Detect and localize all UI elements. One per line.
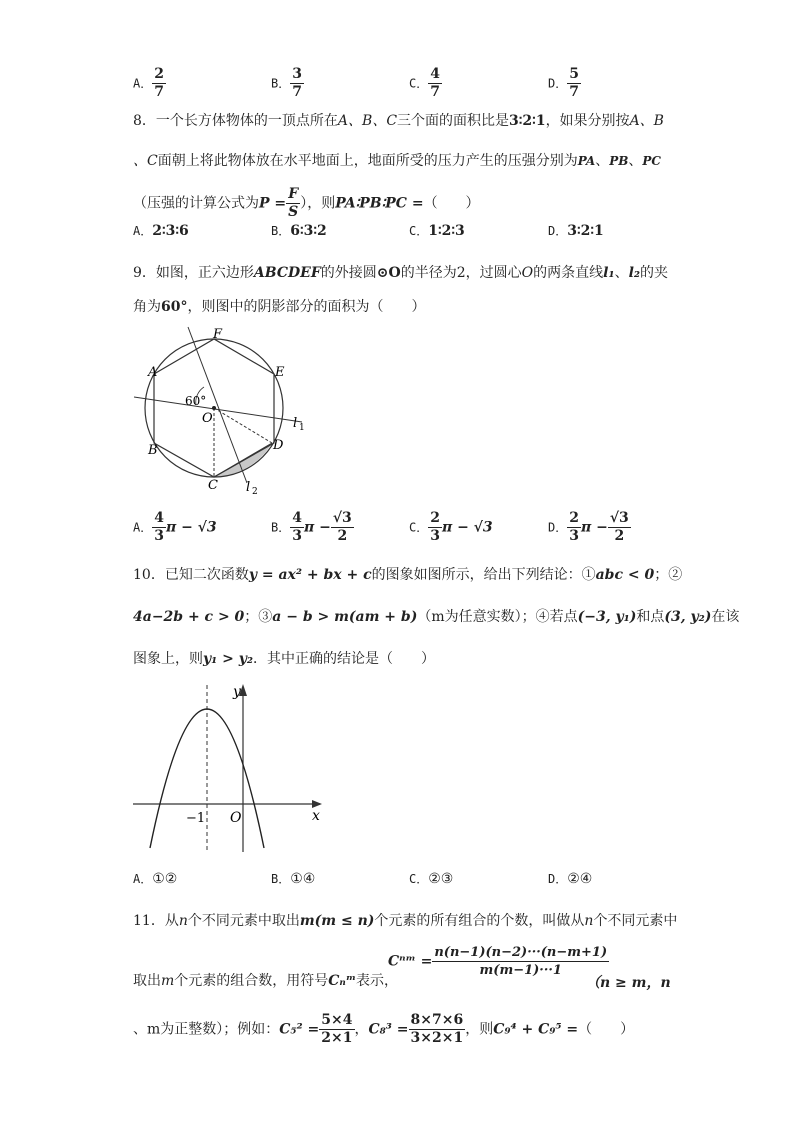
label-b: B — [148, 443, 158, 458]
q7-option-c[interactable] — [409, 66, 442, 101]
q7-option-d[interactable] — [548, 66, 581, 101]
label-o: O — [202, 411, 213, 426]
label-neg1: −1 — [186, 811, 206, 826]
fraction: $\frac{3}{7}$ — [292, 66, 302, 100]
q10-line3: 图象上，则y₁ > y₂．其中正确的结论是（ ） — [133, 651, 436, 667]
label-f: F — [213, 327, 223, 342]
q11-condition: （n ≥ m，n — [586, 975, 671, 991]
hexagon-figure — [130, 325, 305, 500]
label-l2-sub: 2 — [252, 487, 258, 497]
label-y: y — [233, 684, 241, 700]
label-a: A — [148, 365, 158, 380]
parabola-figure — [130, 680, 330, 855]
q11-line3: 、m为正整数）；例如：C₅² = $\frac{5\times 4}{2\times 1}$ ，C₈³ = $\frac{8\times 7\times 6}{3\times 2\times 1}$ ，则C₉⁴ + C₉⁵ =（ ） — [133, 1012, 635, 1046]
option-label: D． — [548, 76, 568, 91]
fraction: $\frac{4}{7}$ — [430, 66, 440, 100]
q9-line1: 9．如图，正六边形ABCDEF的外接圆⊙O的半径为2，过圆心O的两条直线l₁、l₂的夹 — [133, 265, 669, 281]
formula-fraction: $\frac{F}{S}$ — [288, 186, 299, 220]
q9-option-c[interactable]: C． $\frac{2}{3}$ π − √3 — [409, 510, 493, 544]
q8-line2: 、C面朝上将此物体放在水平地面上，地面所受的压力产生的压强分别为PA、PB、PC — [133, 153, 661, 169]
line-l1 — [134, 397, 302, 422]
label-d: D — [273, 438, 284, 453]
label-o: O — [230, 810, 242, 826]
q8-option-c[interactable]: C．1∶2∶3 — [409, 223, 465, 239]
label-c: C — [208, 478, 218, 493]
label-l1: l — [293, 416, 298, 431]
q8-option-d[interactable]: D．3∶2∶1 — [548, 223, 604, 239]
q10-option-c[interactable]: C．②③ — [409, 871, 454, 887]
fraction: $\frac{5}{7}$ — [569, 66, 579, 100]
q8-line3: （压强的计算公式为P = $\frac{F}{S}$ ），则PA∶PB∶PC =（ ） — [133, 186, 480, 220]
q10-option-a[interactable]: A．①② — [133, 871, 178, 887]
q9-line2: 角为60°，则图中的阴影部分的面积为（ ） — [133, 299, 426, 315]
q7-option-b[interactable] — [271, 66, 304, 101]
option-label: A． — [133, 76, 153, 91]
q7-option-a[interactable] — [133, 66, 166, 101]
q9-option-a[interactable]: A． $\frac{4}{3}$ π − √3 — [133, 510, 217, 544]
option-label: B． — [271, 76, 291, 91]
q10-line1: 10．已知二次函数y = ax² + bx + c的图象如图所示，给出下列结论：①abc < 0；② — [133, 567, 683, 583]
q11-formula: Cⁿᵐ = $\frac{n(n-1)(n-2)\cdot\cdot\cdot(n-m+1)}{m(m-1)\cdot\cdot\cdot 1}$ — [388, 945, 608, 978]
q11-line1: 11．从n个不同元素中取出m(m ≤ n)个元素的所有组合的个数，叫做从n个不同元素中 — [133, 913, 678, 929]
label-angle: 60° — [185, 394, 207, 408]
q9-option-d[interactable]: D． $\frac{2}{3}$ π − $\frac{√3}{2}$ — [548, 510, 629, 544]
q10-line2: 4a−2b + c > 0；③a − b > m(am + b)（m为任意实数）；④若点(−3, y₁)和点(3, y₂)在该 — [133, 609, 740, 625]
q10-option-d[interactable]: D．②④ — [548, 871, 593, 887]
label-x: x — [312, 808, 320, 824]
q8-option-a[interactable]: A．2∶3∶6 — [133, 223, 189, 239]
q11-line2: 取出m个元素的组合数，用符号Cₙᵐ表示， — [133, 973, 399, 989]
q9-option-b[interactable]: B． $\frac{4}{3}$ π − $\frac{√3}{2}$ — [271, 510, 352, 544]
label-l2: l — [246, 480, 251, 495]
label-l1-sub: 1 — [299, 423, 305, 433]
option-label: C． — [409, 76, 429, 91]
fraction: $\frac{2}{7}$ — [154, 66, 164, 100]
q10-option-b[interactable]: B．①④ — [271, 871, 316, 887]
q8-option-b[interactable]: B．6∶3∶2 — [271, 223, 327, 239]
q8-line1: 8．一个长方体物体的一顶点所在A、B、C三个面的面积比是3∶2∶1，如果分别按A、B — [133, 113, 664, 129]
label-e: E — [275, 365, 285, 380]
